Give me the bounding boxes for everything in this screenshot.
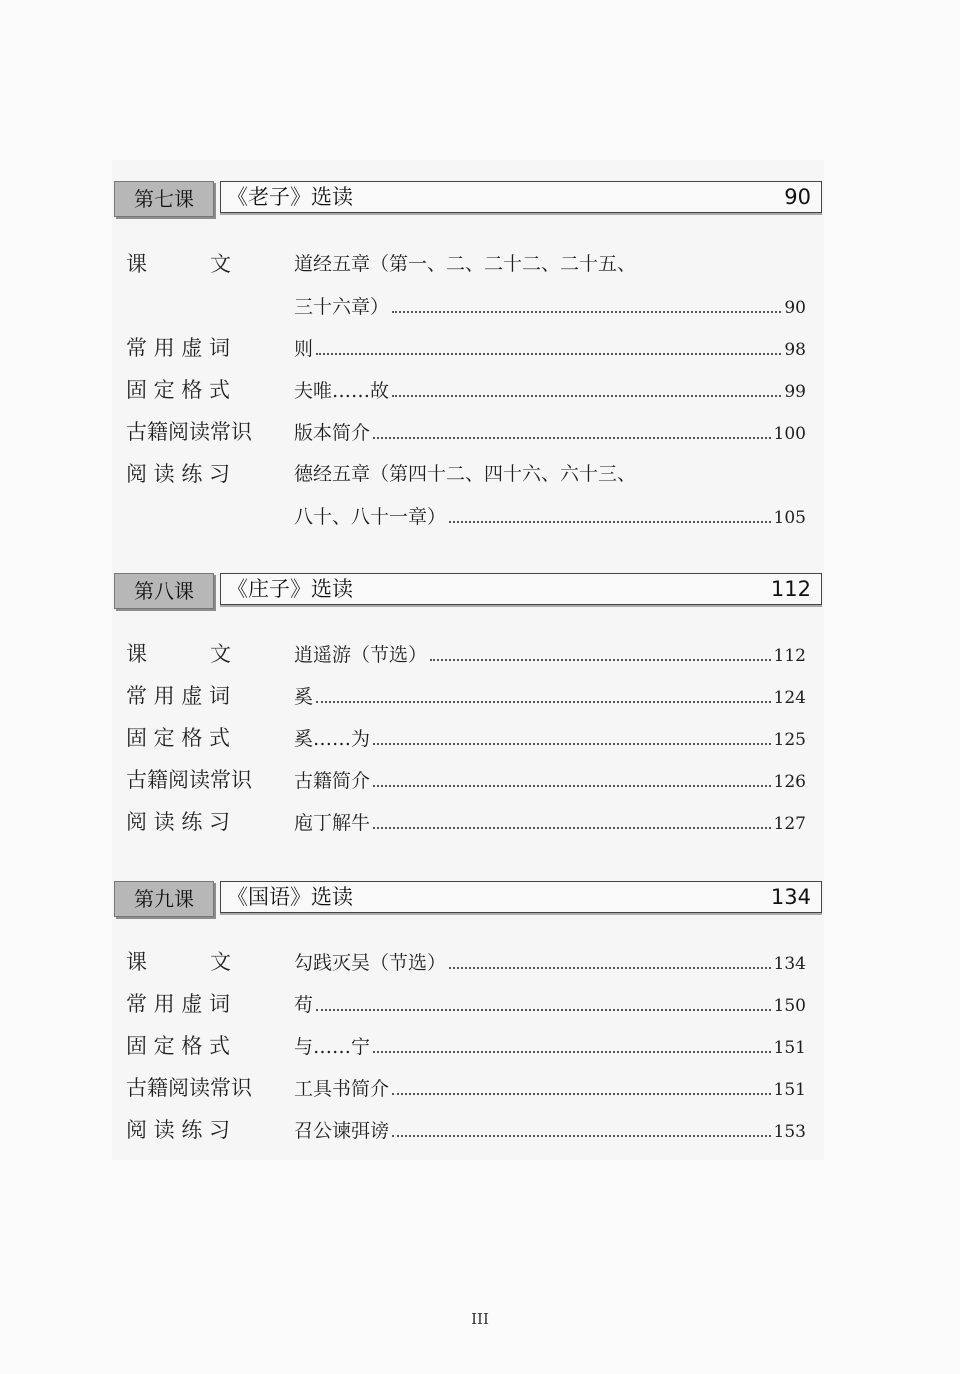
entry-line bbox=[294, 375, 806, 405]
page-folio: III bbox=[471, 1310, 489, 1328]
leader-dots bbox=[373, 723, 771, 745]
entry-line bbox=[294, 459, 806, 489]
entry-line bbox=[294, 249, 806, 279]
entry-category: 常 用 虚 词 bbox=[126, 992, 231, 1016]
entry-category: 阅 读 练 习 bbox=[126, 462, 231, 486]
entry-line bbox=[294, 1073, 806, 1103]
toc-entry[interactable] bbox=[112, 639, 824, 669]
entry-page: 112 bbox=[773, 646, 806, 666]
entry-text: 与……宁 bbox=[294, 1036, 371, 1058]
leader-dots bbox=[316, 989, 771, 1011]
entry-category: 古籍阅读常识 bbox=[126, 1076, 252, 1100]
toc-entry[interactable] bbox=[112, 249, 824, 321]
lesson-page-number: 112 bbox=[770, 577, 811, 601]
entry-category: 古籍阅读常识 bbox=[126, 420, 252, 444]
entry-text: 庖丁解牛 bbox=[294, 812, 371, 834]
entry-page: 90 bbox=[784, 298, 806, 318]
entry-category: 课 文 bbox=[126, 950, 231, 974]
entry-line bbox=[294, 681, 806, 711]
entry-line bbox=[294, 765, 806, 795]
lesson-title-box[interactable] bbox=[220, 573, 822, 605]
toc-entry[interactable] bbox=[112, 723, 824, 753]
entry-page: 98 bbox=[784, 340, 806, 360]
lesson-page-number: 134 bbox=[770, 885, 811, 909]
entry-page: 134 bbox=[773, 954, 806, 974]
toc-entry[interactable] bbox=[112, 765, 824, 795]
leader-dots bbox=[392, 291, 781, 313]
lesson-title: 《老子》选读 bbox=[227, 185, 353, 209]
entry-page: 150 bbox=[773, 996, 806, 1016]
entry-page: 126 bbox=[773, 772, 806, 792]
entry-page: 124 bbox=[773, 688, 806, 708]
toc-entry[interactable] bbox=[112, 807, 824, 837]
entry-category: 课 文 bbox=[126, 252, 231, 276]
toc-entry[interactable] bbox=[112, 947, 824, 977]
entry-page: 100 bbox=[773, 424, 806, 444]
entry-text: 奚……为 bbox=[294, 728, 371, 750]
entry-line bbox=[294, 417, 806, 447]
entry-text: 则 bbox=[294, 338, 314, 360]
toc-entry[interactable] bbox=[112, 333, 824, 363]
entry-category: 课 文 bbox=[126, 642, 231, 666]
entry-text: 奚 bbox=[294, 686, 314, 708]
toc-entry[interactable] bbox=[112, 375, 824, 405]
leader-dots bbox=[373, 417, 771, 439]
entry-page: 127 bbox=[773, 814, 806, 834]
toc-entry[interactable] bbox=[112, 1073, 824, 1103]
lesson-title: 《国语》选读 bbox=[227, 885, 353, 909]
entry-category: 常 用 虚 词 bbox=[126, 336, 231, 360]
leader-dots bbox=[373, 765, 771, 787]
entry-page: 151 bbox=[773, 1080, 806, 1100]
lesson-header bbox=[112, 181, 824, 215]
entry-category: 常 用 虚 词 bbox=[126, 684, 231, 708]
leader-dots bbox=[316, 333, 781, 355]
toc-entry[interactable] bbox=[112, 1115, 824, 1145]
entry-category: 固 定 格 式 bbox=[126, 726, 231, 750]
leader-dots bbox=[373, 807, 771, 829]
entry-category: 阅 读 练 习 bbox=[126, 810, 231, 834]
entry-text: 八十、八十一章） bbox=[294, 506, 447, 528]
entry-line bbox=[294, 989, 806, 1019]
lesson-section bbox=[112, 181, 824, 543]
leader-dots bbox=[373, 1031, 771, 1053]
entry-line bbox=[294, 723, 806, 753]
lesson-header bbox=[112, 881, 824, 915]
lesson-title-box[interactable] bbox=[220, 181, 822, 213]
toc-entry[interactable] bbox=[112, 1031, 824, 1061]
entry-page: 151 bbox=[773, 1038, 806, 1058]
entry-line bbox=[294, 1115, 806, 1145]
entry-text: 版本简介 bbox=[294, 422, 371, 444]
toc-entry[interactable] bbox=[112, 681, 824, 711]
lesson-title-box[interactable] bbox=[220, 881, 822, 913]
entry-page: 99 bbox=[784, 382, 806, 402]
entry-text: 德经五章（第四十二、四十六、六十三、 bbox=[294, 463, 637, 485]
entry-category: 阅 读 练 习 bbox=[126, 1118, 231, 1142]
entry-page: 153 bbox=[773, 1122, 806, 1142]
lesson-section bbox=[112, 573, 824, 849]
entry-category: 古籍阅读常识 bbox=[126, 768, 252, 792]
entry-text: 苟 bbox=[294, 994, 314, 1016]
lesson-number: 第九课 bbox=[114, 881, 214, 917]
entry-line bbox=[294, 501, 806, 531]
leader-dots bbox=[392, 1115, 771, 1137]
toc-entry[interactable] bbox=[112, 989, 824, 1019]
entry-page: 105 bbox=[773, 508, 806, 528]
entry-line bbox=[294, 1031, 806, 1061]
entry-text: 勾践灭吴（节选） bbox=[294, 952, 447, 974]
leader-dots bbox=[430, 639, 771, 661]
entry-category: 固 定 格 式 bbox=[126, 1034, 231, 1058]
leader-dots bbox=[449, 501, 771, 523]
leader-dots bbox=[392, 375, 781, 397]
entry-line bbox=[294, 291, 806, 321]
toc-entry[interactable] bbox=[112, 417, 824, 447]
entry-line bbox=[294, 639, 806, 669]
leader-dots bbox=[316, 681, 771, 703]
entry-text: 三十六章） bbox=[294, 296, 390, 318]
leader-dots bbox=[392, 1073, 771, 1095]
entry-category: 固 定 格 式 bbox=[126, 378, 231, 402]
lesson-number: 第七课 bbox=[114, 181, 214, 217]
entry-text: 工具书简介 bbox=[294, 1078, 390, 1100]
entry-line bbox=[294, 333, 806, 363]
lesson-page-number: 90 bbox=[784, 185, 811, 209]
entry-line bbox=[294, 807, 806, 837]
toc-entry[interactable] bbox=[112, 459, 824, 531]
lesson-number: 第八课 bbox=[114, 573, 214, 609]
lesson-section bbox=[112, 881, 824, 1157]
entry-text: 夫唯……故 bbox=[294, 380, 390, 402]
entry-page: 125 bbox=[773, 730, 806, 750]
lesson-title: 《庄子》选读 bbox=[227, 577, 353, 601]
entry-text: 逍遥游（节选） bbox=[294, 644, 428, 666]
lesson-header bbox=[112, 573, 824, 607]
entry-text: 古籍简介 bbox=[294, 770, 371, 792]
leader-dots bbox=[449, 947, 771, 969]
entry-line bbox=[294, 947, 806, 977]
entry-text: 道经五章（第一、二、二十二、二十五、 bbox=[294, 253, 637, 275]
entry-text: 召公谏弭谤 bbox=[294, 1120, 390, 1142]
